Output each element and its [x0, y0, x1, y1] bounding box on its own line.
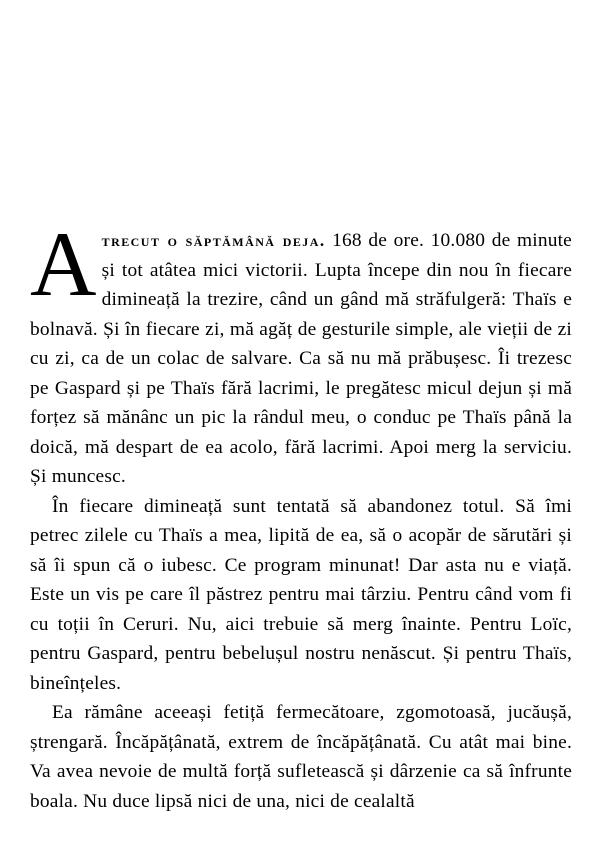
- drop-cap-letter: A: [30, 213, 97, 315]
- opening-small-caps: trecut o săptămână deja.: [101, 231, 326, 250]
- page-text-block: [30, 213, 572, 816]
- paragraph-first: [30, 213, 572, 492]
- paragraph-second: În fiecare dimineață sunt tentată să abandonez totul. Să îmi petrec zilele cu Thaïs a mea, lipită de ea, să o acopăr de sărutări și să îi spun că o iubesc. Ce program minunat! Dar asta nu e viață. Este un vis pe care îl păstrez pentru mai târziu. Pentru când vom fi cu toții în Ceruri. Nu, aici trebuie să merg înainte. Pentru Loïc, pentru Gaspard, pentru bebelușul nostru nenăscut. Și pentru Thaïs, bineînțeles.: [30, 495, 572, 694]
- paragraph-first-text: 168 de ore. 10.080 de minute și tot atâtea mici victorii. Lupta începe din nou în fiecare dimineață la trezire, când un gând mă străfulgeră: Thaïs e bolnavă. Și în fiecare zi, mă agăț de gesturile simple, ale vieții de zi cu zi, ca de un colac de salvare. Ca să nu mă prăbușesc. Îi trezesc pe Gaspard și pe Thaïs fără lacrimi, le pregătesc micul dejun și mă forțez să mănânc un pic la rândul meu, o conduc pe Thaïs până la doică, mă despart de ea acolo, fără lacrimi. Apoi merg la serviciu. Și muncesc.: [30, 230, 572, 487]
- paragraph-third: Ea rămâne aceeași fetiță fermecătoare, zgomotoasă, jucăușă, ștrengară. Încăpățânată, extrem de încăpățânată. Cu atât mai bine. Va avea nevoie de multă forță sufletească și dârzenie ca să înfrunte boala. Nu duce lipsă nici de una, nici de cealaltă: [30, 702, 572, 812]
